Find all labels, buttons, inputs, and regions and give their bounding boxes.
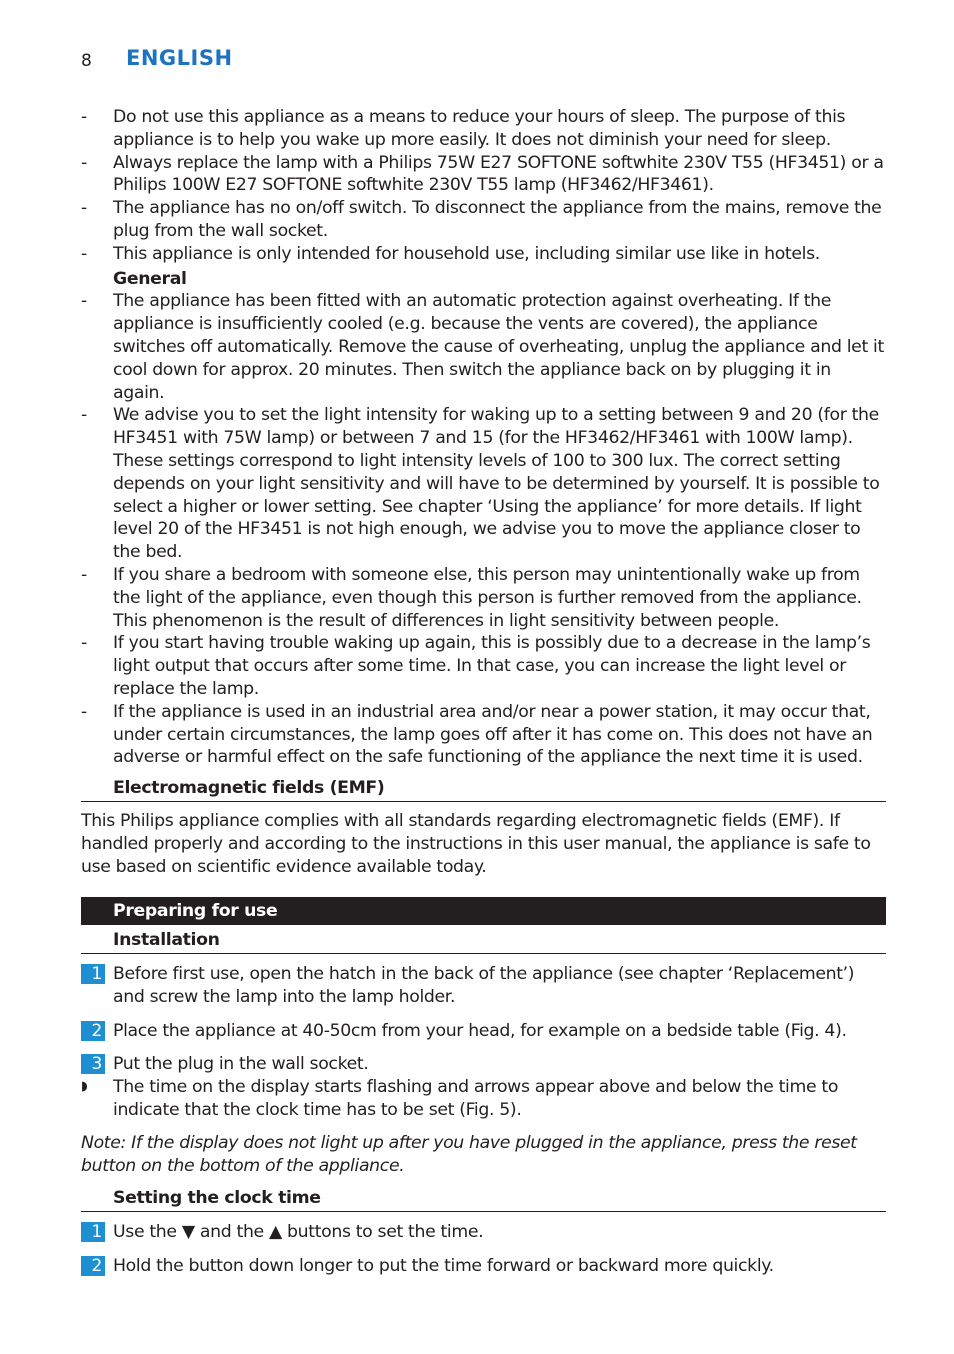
installation-step [81, 963, 886, 1009]
general-item: - If the appliance is used in an industrial area and/or near a power station, it may occur that, under certain circumstances, the lamp goes off after it has come on. This does not have an adverse or harmful effect on the safe functioning of the appliance the next time it is used. [81, 701, 873, 768]
result-text: The time on the display starts flashing and arrows appear above and below the time to indicate that the clock time has to be set (Fig. 5). [113, 1077, 839, 1121]
clock-step [81, 1221, 886, 1244]
step-text: Place the appliance at 40-50cm from your head, for example on a bedside table (Fig. 4). [113, 1020, 847, 1041]
step-text: Hold the button down longer to put the time forward or backward more quickly. [113, 1256, 774, 1277]
step-number-badge: 1 [81, 964, 105, 984]
general-text: We advise you to set the light intensity for waking up to a setting between 9 and 20 (for the HF3451 with 75W lamp) or between 7 and 15 (for the HF3462/HF3461 with 100W lamp). These settings correspond to light intensity levels of 100 to 300 lux. The correct setting depends on your light sensitivity and will have to be determined by yourself. It is possible to select a higher or lower setting. See chapter ‘Using the appliance’ for more details. If light level 20 of the HF3451 is not high enough, we advise you to move the appliance closer to the bed. [113, 405, 880, 563]
general-text: The appliance has been fitted with an automatic protection against overheating. If the appliance is insufficiently cooled (e.g. because the vents are covered), the appliance switches off automatically. Remove the cause of overheating, unplug the appliance and let it cool down for approx. 20 minutes. Then switch the appliance back on by plugging it in again. [113, 291, 884, 403]
general-text: If you share a bedroom with someone else, this person may unintentionally wake up from the light of the appliance, even though this person is further removed from the appliance. This phenomenon is the result of differences in light sensitivity between people. [113, 564, 862, 631]
general-item: - The appliance has been fitted with an automatic protection against overheating. If the appliance is insufficiently cooled (e.g. because the vents are covered), the appliance switches off automatically. Remove the cause of overheating, unplug the appliance and let it cool down for approx. 20 minutes. Then switch the appliance back on by plugging it in again. [81, 291, 884, 403]
installation-heading: Installation [81, 929, 886, 954]
step-result [81, 1076, 886, 1122]
general-item: - We advise you to set the light intensity for waking up to a setting between 9 and 20 (for the HF3451 with 75W lamp) or between 7 and 15 (for the HF3462/HF3461 with 100W lamp). These settings correspond to light intensity levels of 100 to 300 lux. The correct setting depends on your light sensitivity and will have to be determined by yourself. It is possible to select a higher or lower setting. See chapter ‘Using the appliance’ for more details. If light level 20 of the HF3451 is not high enough, we advise you to move the appliance closer to the bed. [81, 405, 880, 563]
general-item: - If you share a bedroom with someone else, this person may unintentionally wake up from the light of the appliance, even though this person is further removed from the appliance. This phenomenon is the result of differences in light sensitivity between people. [81, 564, 862, 631]
clock-heading: Setting the clock time [81, 1187, 886, 1212]
language-heading: ENGLISH [126, 46, 233, 70]
step-text: Before first use, open the hatch in the back of the appliance (see chapter ‘Replacement’) and screw the lamp into the lamp holder. [113, 964, 855, 1007]
step-number-badge: 2 [81, 1256, 105, 1276]
clock-step [81, 1255, 886, 1278]
warning-text: Do not use this appliance as a means to reduce your hours of sleep. The purpose of this appliance is to help you wake up more easily. It does not diminish your need for sleep. [113, 107, 846, 150]
warning-item: - This appliance is only intended for household use, including similar use like in hotels. [81, 243, 820, 264]
warning-item: - Always replace the lamp with a Philips 75W E27 SOFTONE softwhite 230V T55 (HF3451) or a Philips 100W E27 SOFTONE softwhite 230V T55 lamp (HF3462/HF3461). [81, 152, 884, 196]
step-number-badge: 2 [81, 1021, 105, 1041]
page-content [81, 106, 886, 1278]
page-number: 8 [81, 51, 92, 71]
note-paragraph: Note: If the display does not light up after you have plugged in the appliance, press the reset button on the bottom of the appliance. [81, 1132, 857, 1176]
step-number-badge: 3 [81, 1054, 105, 1074]
warning-item: - The appliance has no on/off switch. To disconnect the appliance from the mains, remove the plug from the wall socket. [81, 198, 882, 241]
warning-text: This appliance is only intended for household use, including similar use like in hotels. [113, 243, 820, 264]
general-text: If you start having trouble waking up again, this is possibly due to a decrease in the lamp’s light output that occurs after some time. In that case, you can increase the light level or replace the lamp. [113, 633, 871, 699]
section-title-preparing: Preparing for use [81, 897, 886, 925]
installation-step [81, 1053, 886, 1076]
step-text: Put the plug in the wall socket. [113, 1054, 369, 1075]
result-arrow-icon: ◗ [81, 1079, 88, 1095]
general-text: If the appliance is used in an industrial area and/or near a power station, it may occur that, under certain circumstances, the lamp goes off after it has come on. This does not have an adverse or harmful effect on the safe functioning of the appliance the next time it is used. [113, 701, 873, 768]
warning-text: The appliance has no on/off switch. To disconnect the appliance from the mains, remove the plug from the wall socket. [113, 198, 882, 241]
general-item: - If you start having trouble waking up again, this is possibly due to a decrease in the lamp’s light output that occurs after some time. In that case, you can increase the light level or replace the lamp. [81, 633, 871, 699]
warning-item: - Do not use this appliance as a means to reduce your hours of sleep. The purpose of this appliance is to help you wake up more easily. It does not diminish your need for sleep. [81, 107, 846, 150]
step-text: Use the ▼ and the ▲ buttons to set the time. [113, 1222, 484, 1243]
emf-paragraph: This Philips appliance complies with all standards regarding electromagnetic fields (EMF). If handled properly and according to the instructions in this user manual, the appliance is safe to use based on scientific evidence available today. [81, 810, 871, 877]
warning-text: Always replace the lamp with a Philips 75W E27 SOFTONE softwhite 230V T55 (HF3451) or a Philips 100W E27 SOFTONE softwhite 230V T55 lamp (HF3462/HF3461). [113, 152, 884, 196]
emf-heading: Electromagnetic fields (EMF) [81, 777, 886, 802]
installation-step [81, 1020, 886, 1043]
step-number-badge: 1 [81, 1222, 105, 1242]
general-heading: General [113, 268, 187, 289]
